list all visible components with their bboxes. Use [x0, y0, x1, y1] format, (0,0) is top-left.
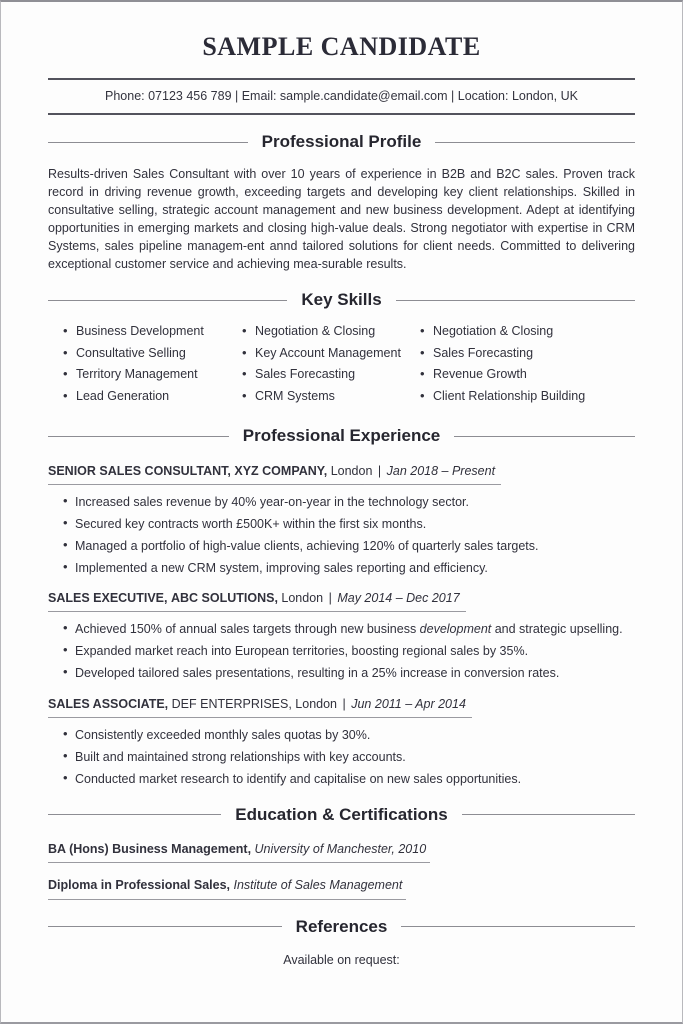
- skill-label: CRM Systems: [255, 388, 335, 403]
- job-bullet: [63, 771, 635, 788]
- bullet-icon: •: [63, 387, 68, 403]
- job-location: London: [330, 463, 373, 478]
- skill-item: [63, 388, 242, 405]
- pipe-separator: |: [377, 463, 382, 478]
- job-entry-sales-associate: [48, 695, 635, 788]
- bullet-icon: •: [63, 726, 68, 742]
- bullet-icon: •: [420, 323, 425, 339]
- job-dates: Jun 2011 – Apr 2014: [351, 696, 466, 711]
- job-company: DEF ENTERPRISES,: [171, 696, 292, 711]
- section-header: [48, 130, 635, 155]
- education-detail: University of Manchester, 2010: [254, 842, 427, 857]
- skill-item: [63, 345, 242, 362]
- contact-line: Phone: 07123 456 789 | Email: sample.candidate@email.com | Location: London, UK: [105, 88, 578, 103]
- skills-column-1: [63, 323, 242, 409]
- job-entry-senior-sales-consultant: [48, 462, 635, 577]
- education-degree: BA (Hons) Business Management,: [48, 842, 252, 857]
- job-bullet: [63, 643, 635, 660]
- bullet-icon: •: [242, 344, 247, 360]
- job-bullet-text: Expanded market reach into European territories, boosting regional sales by 35%.: [75, 644, 529, 659]
- bullet-icon: •: [63, 620, 68, 636]
- job-bullet: [63, 516, 635, 533]
- bullet-icon: •: [242, 366, 247, 382]
- divider-line-right: [435, 142, 635, 143]
- skill-item: [242, 345, 420, 362]
- job-location: London: [281, 591, 324, 606]
- bullet-icon: •: [242, 323, 247, 339]
- bullet-icon: •: [420, 387, 425, 403]
- skill-label: Client Relationship Building: [433, 388, 586, 403]
- job-company: XYZ COMPANY,: [234, 463, 328, 478]
- education-entry: [48, 876, 635, 899]
- job-bullet-text: Developed tailored sales presentations, resulting in a 25% increase in conversion rates.: [75, 666, 560, 681]
- section-professional-experience: [48, 424, 635, 788]
- job-bullet-text: Consistently exceeded monthly sales quotas by 30%.: [75, 728, 371, 743]
- job-bullet-text: Increased sales revenue by 40% year-on-year in the technology sector.: [75, 494, 469, 509]
- bullet-icon: •: [63, 536, 68, 552]
- divider-line-left: [48, 926, 282, 927]
- job-entry-sales-executive: [48, 589, 635, 682]
- job-bullet: [63, 621, 635, 638]
- education-detail: Institute of Sales Management: [233, 878, 403, 893]
- section-references: [48, 915, 635, 970]
- candidate-name: SAMPLE CANDIDATE: [202, 32, 481, 61]
- references-text: Available on request:: [283, 953, 400, 968]
- divider-line-left: [48, 142, 248, 143]
- bullet-icon: •: [63, 642, 68, 658]
- skill-item: [420, 323, 635, 340]
- header-rule-bottom: [48, 113, 635, 115]
- job-role: SENIOR SALES CONSULTANT,: [48, 463, 231, 478]
- job-dates: May 2014 – Dec 2017: [337, 591, 460, 606]
- bullet-icon: •: [63, 344, 68, 360]
- job-role: SALES EXECUTIVE,: [48, 591, 168, 606]
- job-heading: [48, 589, 466, 612]
- divider-line-left: [48, 300, 287, 301]
- job-role: SALES ASSOCIATE,: [48, 696, 169, 711]
- job-heading: [48, 695, 472, 718]
- job-bullet-text: and strategic upselling.: [491, 622, 623, 637]
- section-title-key-skills: Key Skills: [301, 290, 382, 310]
- section-title-profile: Professional Profile: [261, 131, 422, 151]
- job-bullet-list: [63, 494, 635, 577]
- skill-item: [63, 366, 242, 383]
- education-degree: Diploma in Professional Sales,: [48, 878, 231, 893]
- skill-label: Business Development: [76, 324, 204, 339]
- job-bullet-text: Secured key contracts worth £500K+ within the first six months.: [75, 516, 427, 531]
- education-entry-inner: [48, 840, 430, 863]
- skill-item: [242, 388, 420, 405]
- job-bullet-text: Implemented a new CRM system, improving sales reporting and efficiency.: [75, 560, 488, 575]
- pipe-separator: |: [342, 696, 346, 711]
- bullet-icon: •: [63, 748, 68, 764]
- skill-label: Territory Management: [76, 367, 198, 382]
- education-entry-inner: [48, 876, 406, 899]
- section-title-education: Education & Certifications: [235, 804, 448, 824]
- divider-line-right: [401, 926, 635, 927]
- divider-line-right: [454, 436, 635, 437]
- bullet-icon: •: [63, 514, 68, 530]
- job-bullet: [63, 727, 635, 744]
- skill-label: Sales Forecasting: [255, 367, 356, 382]
- skill-item: [420, 345, 635, 362]
- skill-item: [63, 323, 242, 340]
- bullet-icon: •: [242, 387, 247, 403]
- profile-paragraph: Results-driven Sales Consultant with over 10 years of experience in B2B and B2C sales. Proven track record in driving revenue growth, exceeding targets and developing key client relationships. Skilled in consultative selling, strategic account management and new business development. Adept at identifying opportunities in emerging markets and closing high-value deals. Strong negotiator with expertise in CRM Systems, sales pipeline managem-ent annd tailored solutions for client needs. Committed to delivering exceptional customer service and achieving mea-surable results.: [48, 167, 635, 272]
- bullet-icon: •: [63, 323, 68, 339]
- section-title-references: References: [295, 916, 388, 936]
- skills-column-3: [420, 323, 635, 409]
- bullet-icon: •: [63, 492, 68, 508]
- skill-item: [420, 366, 635, 383]
- job-dates: Jan 2018 – Present: [386, 463, 496, 478]
- job-bullet: [63, 538, 635, 555]
- job-bullet: [63, 665, 635, 682]
- skill-label: Key Account Management: [255, 345, 401, 360]
- divider-line-left: [48, 814, 221, 815]
- section-header: [48, 915, 635, 940]
- skill-item: [242, 323, 420, 340]
- education-entry: [48, 840, 635, 863]
- job-bullet-emphasis: development: [419, 622, 492, 637]
- job-bullet-list: [63, 621, 635, 682]
- section-title-experience: Professional Experience: [242, 426, 441, 446]
- skills-grid: [63, 323, 635, 409]
- bullet-icon: •: [420, 344, 425, 360]
- section-header: [48, 803, 635, 828]
- divider-line-left: [48, 436, 229, 437]
- job-location: London: [295, 696, 338, 711]
- section-professional-profile: [48, 130, 635, 274]
- section-header: [48, 424, 635, 449]
- section-education-certifications: [48, 803, 635, 900]
- job-company: ABC SOLUTIONS,: [170, 591, 278, 606]
- job-bullet-list: [63, 727, 635, 788]
- job-heading: [48, 462, 501, 485]
- job-bullet: [63, 560, 635, 577]
- bullet-icon: •: [63, 366, 68, 382]
- skill-item: [242, 366, 420, 383]
- bullet-icon: •: [63, 770, 68, 786]
- job-bullet-text: Achieved 150% of annual sales targets through new business: [75, 622, 420, 637]
- job-bullet-text: Managed a portfolio of high-value clients, achieving 120% of quarterly sales targets.: [75, 538, 539, 553]
- pipe-separator: |: [328, 591, 332, 606]
- bullet-icon: •: [63, 558, 68, 574]
- skill-label: Lead Generation: [76, 388, 170, 403]
- resume-header: [48, 28, 635, 115]
- job-bullet: [63, 494, 635, 511]
- section-key-skills: [48, 288, 635, 409]
- skill-label: Negotiation & Closing: [433, 324, 554, 339]
- bullet-icon: •: [420, 366, 425, 382]
- skills-column-2: [242, 323, 420, 409]
- job-bullet-text: Conducted market research to identify and capitalise on new sales opportunities.: [75, 772, 522, 787]
- skill-label: Negotiation & Closing: [255, 324, 376, 339]
- skill-label: Sales Forecasting: [433, 345, 534, 360]
- section-header: [48, 288, 635, 313]
- job-bullet: [63, 749, 635, 766]
- skill-label: Revenue Growth: [433, 367, 527, 382]
- divider-line-right: [462, 814, 635, 815]
- job-bullet-text: Built and maintained strong relationships with key accounts.: [75, 750, 406, 765]
- bullet-icon: •: [63, 664, 68, 680]
- divider-line-right: [396, 300, 635, 301]
- skill-item: [420, 388, 635, 405]
- skill-label: Consultative Selling: [76, 345, 186, 360]
